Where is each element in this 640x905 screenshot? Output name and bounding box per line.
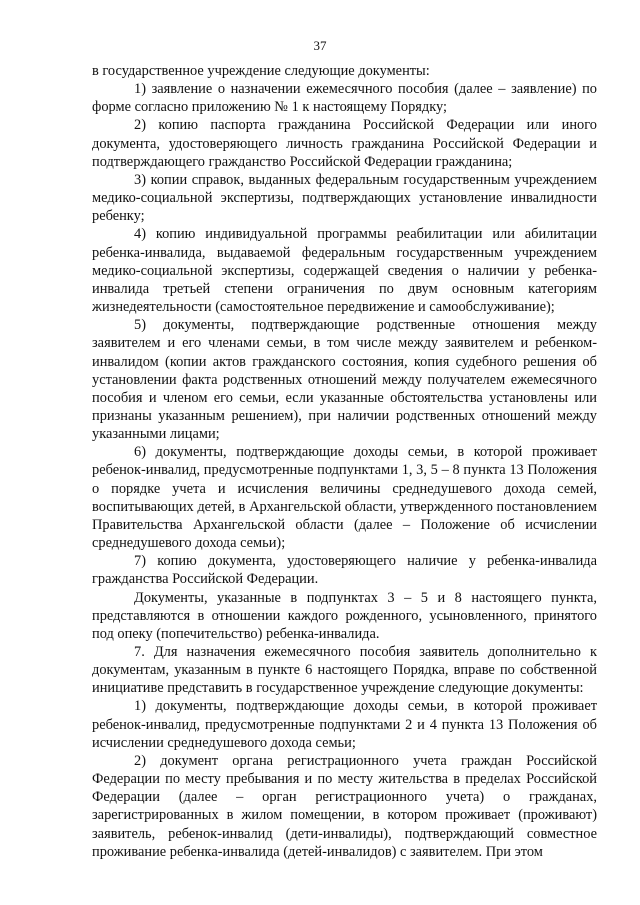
paragraph-clause-7-item-2: 2) документ органа регистрационного учета граждан Российской Федерации по месту пребывания и по месту жительства в пределах Российской Федерации (далее – орган регистрационного учета) о гражданах, зарегистрированных в жилом помещении, в котором проживает (проживают) заявитель, ребенок-инвалид (дети-инвалиды), подтверждающий совместное проживание ребенка-инвалида (детей-инвалидов) с заявителем. При этом	[92, 752, 597, 860]
paragraph-clause-7-item-1: 1) документы, подтверждающие доходы семьи, в которой проживает ребенок-инвалид, предусмотренные подпунктами 2 и 4 пункта 13 Положения об исчислении среднедушевого дохода семьи;	[92, 698, 597, 751]
paragraph-item-5: 5) документы, подтверждающие родственные отношения между заявителем и его членами семьи, в том числе между заявителем и ребенком-инвалидом (копии актов гражданского состояния, копия судебного решения об установлении факта родственных отношений между получателем ежемесячного пособия и членом его семьи, если указанные обстоятельства установлены или признаны указанным решением), при наличии родственных отношений между указанными лицами;	[92, 317, 597, 443]
page-number: 37	[313, 38, 327, 53]
paragraph-item-6: 6) документы, подтверждающие доходы семьи, в которой проживает ребенок-инвалид, предусмотренные подпунктами 1, 3, 5 – 8 пункта 13 Положения о порядке учета и исчисления величины среднедушевого дохода семей, воспитывающих детей, в Архангельской области, утвержденного постановлением Правительства Архангельской области (далее – Положение об исчислении среднедушевого дохода семьи);	[92, 444, 597, 552]
paragraph-intro: в государственное учреждение следующие документы:	[92, 63, 430, 79]
document-body	[92, 62, 597, 861]
paragraph-item-7: 7) копию документа, удостоверяющего наличие у ребенка-инвалида гражданства Российской Федерации.	[92, 553, 597, 588]
paragraph-clause-7: 7. Для назначения ежемесячного пособия заявитель дополнительно к документам, указанным в пункте 6 настоящего Порядка, вправе по собственной инициативе представить в государственное учреждение следующие документы:	[92, 644, 597, 697]
paragraph-documents-note: Документы, указанные в подпунктах 3 – 5 и 8 настоящего пункта, представляются в отношении каждого рожденного, усыновленного, принятого под опеку (попечительство) ребенка-инвалида.	[92, 589, 597, 642]
paragraph-item-2: 2) копию паспорта гражданина Российской Федерации или иного документа, удостоверяющего личность гражданина Российской Федерации и подтверждающего гражданство Российской Федерации гражданина;	[92, 117, 597, 170]
paragraph-item-4: 4) копию индивидуальной программы реабилитации или абилитации ребенка-инвалида, выдаваемой федеральным государственным учреждением медико-социальной экспертизы, содержащей сведения о наличии у ребенка-инвалида третьей степени ограничения по двум основным категориям жизнедеятельности (самостоятельное передвижение и самообслуживание);	[92, 226, 597, 316]
paragraph-item-1: 1) заявление о назначении ежемесячного пособия (далее – заявление) по форме согласно приложению № 1 к настоящему Порядку;	[92, 81, 597, 116]
paragraph-item-3: 3) копии справок, выданных федеральным государственным учреждением медико-социальной экспертизы, подтверждающих установление инвалидности ребенку;	[92, 171, 597, 225]
